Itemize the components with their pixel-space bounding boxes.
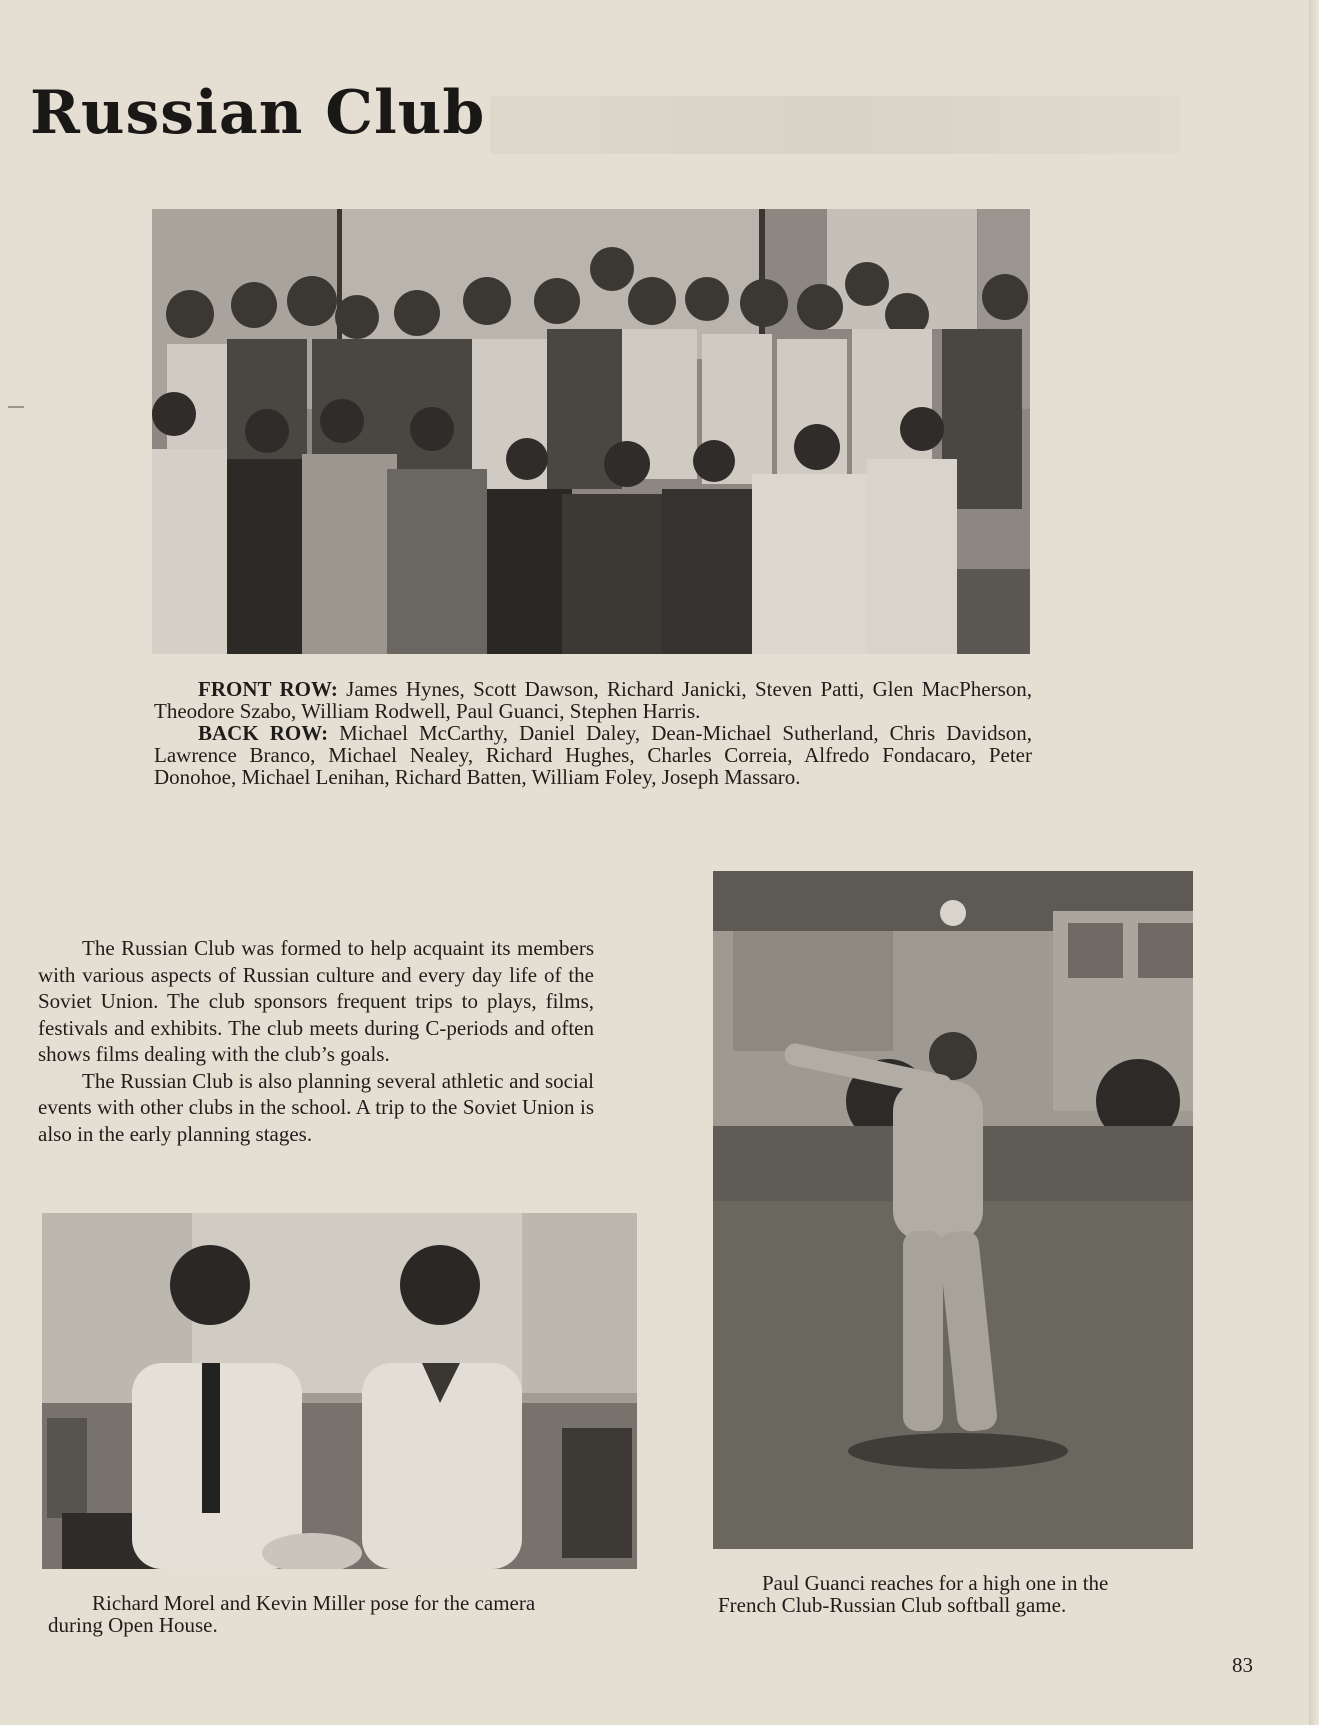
open-house-caption-line1: Richard Morel and Kevin Miller pose for the camera — [92, 1591, 536, 1615]
front-row-label: FRONT ROW: — [198, 677, 338, 701]
page-number: 83 — [1232, 1653, 1253, 1677]
front-row-line — [154, 678, 1032, 722]
bleed-through-shadow — [490, 96, 1180, 154]
article-paragraph: The Russian Club was formed to help acquaint its members with various aspects of Russian culture and every day life of the Soviet Union. The club sponsors frequent trips to plays, films, festivals and exhibits. The club meets during C-periods and often shows films dealing with the club’s goals. — [38, 936, 594, 1066]
open-house-caption — [48, 1592, 640, 1636]
page-title: Russian Club — [30, 78, 486, 148]
softball-photo — [713, 871, 1193, 1549]
front-row-names: James Hynes, Scott Dawson, Richard Janicki, Steven Patti, Glen MacPherson, Theodore Szabo, William Rodwell, Paul Guanci, Stephen Harris. — [154, 677, 1032, 723]
softball-caption-line2: French Club-Russian Club softball game. — [718, 1593, 1067, 1617]
softball-caption-line1: Paul Guanci reaches for a high one in the — [762, 1571, 1109, 1595]
open-house-photo — [42, 1213, 637, 1569]
group-photo-image — [152, 209, 1030, 654]
group-photo — [152, 209, 1030, 654]
softball-photo-image — [713, 871, 1193, 1549]
article-body — [38, 935, 594, 1147]
open-house-photo-image — [42, 1213, 637, 1569]
group-photo-caption — [154, 678, 1032, 788]
back-row-label: BACK ROW: — [198, 721, 329, 745]
back-row-line — [154, 722, 1032, 788]
margin-mark — [8, 406, 24, 408]
open-house-caption-line2: during Open House. — [48, 1613, 218, 1637]
softball-caption — [718, 1572, 1196, 1616]
page-edge — [1309, 0, 1319, 1725]
article-paragraph: The Russian Club is also planning several athletic and social events with other clubs in the school. A trip to the Soviet Union is also in the early planning stages. — [38, 1068, 594, 1146]
back-row-names: Michael McCarthy, Daniel Daley, Dean-Michael Sutherland, Chris Davidson, Lawrence Branco, Michael Nealey, Richard Hughes, Charles Correia, Alfredo Fondacaro, Peter Donohoe, Michael Lenihan, Richard Batten, William Foley, Joseph Massaro. — [154, 721, 1032, 789]
